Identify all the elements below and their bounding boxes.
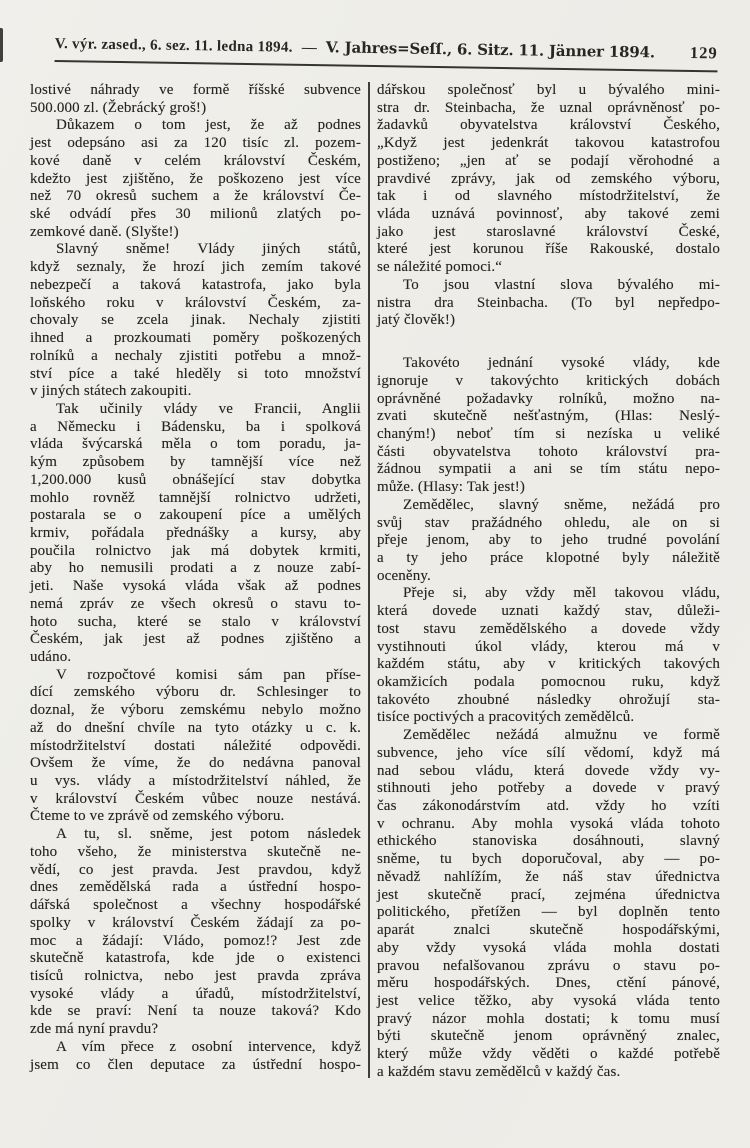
text-line: skutečně katastrofa, kde jde o existenci	[30, 950, 361, 967]
text-line: zemkové daně. (Slyšte!)	[30, 223, 179, 240]
text-line: aby vždy vysoká vláda mohla dostati	[377, 939, 720, 956]
text-line: oprávněné požadavky rolníků, možno na-	[377, 390, 720, 407]
page-number: 129	[689, 42, 718, 63]
text-line: který může vždy věděti o každé potřebě	[377, 1046, 720, 1063]
text-line: tak i od slavného místodržitelství, že	[377, 188, 720, 205]
text-line: ství píce a také hleděly si toto množství	[30, 365, 361, 382]
text-line: žádnou sympatii a ani se tím státu nepo-	[377, 461, 720, 478]
text-line: pravou nefalšovanou zprávu o stavu po-	[377, 957, 720, 974]
text-line: Čteme to ve zprávě od zemského výboru.	[30, 808, 285, 825]
text-line: udáno.	[30, 649, 72, 665]
text-line: dnes zemědělská rada a ústřední hospo-	[30, 879, 361, 896]
text-line: Českém, jak jest až podnes zjištěno a	[30, 631, 361, 648]
text-line: jest velice těžko, aby vysoká vláda tento	[377, 992, 720, 1009]
text-line: zde má nyní pravdu?	[30, 1021, 159, 1038]
text-line: oceněny.	[377, 567, 431, 584]
text-line: vláda uznává povinnosť, aby takové zemi	[377, 206, 720, 223]
text-line: toho všeho, že ministerstva skutečně ne-	[30, 843, 361, 860]
text-line: kdežto jest zjištěno, že poškozeno jest více	[30, 170, 361, 187]
scan-edge-artifact	[0, 28, 3, 62]
text-line: doznal, že výboru zemskému nebylo možno	[30, 702, 361, 719]
text-line: a Německu i Bádensku, ba i spolková	[30, 418, 361, 435]
text-line: To jsou vlastní slova bývalého mi-	[403, 276, 720, 293]
text-line: nad sebou vládu, která dovede vždy vy-	[377, 762, 720, 779]
text-line: až do dnešní chvíle na tyto otázky u c. k.	[30, 719, 361, 736]
header-czech-session-date: V. výr. zased., 6. sez. 11. ledna 1894.	[54, 35, 293, 56]
text-line: tost stavu zemědělského a dovede vždy	[377, 620, 720, 637]
header-german-session-date: V. Jahres=Seſſ., 6. Sitz. 11. Jänner 1894.	[325, 38, 655, 62]
text-line: loňského roku v království Českém, za-	[30, 294, 361, 311]
text-line: může. (Hlasy: Tak jest!)	[377, 479, 526, 496]
text-line: a každém stavu zemědělců v každý čas.	[377, 1063, 621, 1080]
text-line: A vím přece z osobní intervence, když	[56, 1038, 361, 1055]
text-line: které jest korunou říše Rakouské, dostalo	[377, 241, 720, 258]
text-line: Přeje si, aby vždy měl takovou vládu,	[403, 585, 720, 602]
text-line: okamžicích podala pomocnou ruku, když	[377, 674, 720, 690]
text-line: ihned a prozkoumati poměry poškozených	[30, 330, 361, 347]
paragraph-gap	[377, 330, 720, 355]
text-line: ethického stanoviska dosáhnouti, slavný	[377, 833, 720, 850]
text-line: hoto sucha, které se stalo v království	[30, 613, 361, 630]
text-line: jsem co člen deputace za ústřední hospo-	[30, 1056, 361, 1073]
text-line: jest skutečně prací, zejména úřednictva	[377, 886, 720, 903]
text-line: jako jest staroslavné království České,	[377, 223, 720, 240]
text-line: a ty jeho práce klopotné byly náležitě	[377, 549, 720, 566]
text-line: vystihnouti úkol vlády, kterou má v	[377, 638, 720, 655]
text-line: ské odvádí přes 30 milionů zlatých po-	[30, 206, 361, 223]
text-line: přeje jenom, aby to jeho trudné povolání	[377, 532, 720, 549]
text-line: se náležité pomoci.“	[377, 259, 503, 276]
page-header	[55, 33, 718, 72]
text-line: takovéto zhoubné následky ohrožují sta-	[377, 691, 720, 708]
text-line: Slavný sněme! Vlády jiných států,	[56, 241, 361, 258]
text-line: mohlo rovněž tamnější rolnictvo udržeti,	[30, 489, 361, 506]
text-line: čas zákonodárstvím atd. vždy ho vzíti	[377, 798, 720, 815]
text-line: krmiv, pořádala přednášky a kursy, aby	[30, 524, 361, 541]
text-line: V rozpočtové komisi sám pan příse-	[56, 666, 361, 683]
text-line: Takovéto jednání vysoké vlády, kde	[403, 355, 720, 372]
text-line: v jiných státech zakoupiti.	[30, 383, 192, 400]
text-line: jeti. Naše vysoká vláda však až podnes	[30, 578, 361, 595]
text-line: vysoké vlády a úřadů, místodržitelství,	[30, 985, 361, 1002]
text-line: postiženo; „jen ať se podají věrohodné a	[377, 152, 720, 169]
text-line: Ovšem že víme, že do nedávna panoval	[30, 755, 361, 772]
right-column	[377, 82, 720, 1082]
text-line: Zemědělec, slavný sněme, nežádá pro	[403, 496, 720, 513]
text-line: jest odepsáno asi za 120 tisíc zl. pozem-	[30, 135, 361, 152]
text-line: chaným!) neboť tím si nezíska u veliké	[377, 425, 720, 442]
text-line: kové daně v celém království Českém,	[30, 152, 361, 169]
text-line: stihnouti jeho potřeby a dovede v pravý	[377, 780, 720, 797]
text-line: vědí, co jest pravda. Jest pravdou, když	[30, 861, 361, 878]
text-line: svůj stav pražádného ohledu, ale on si	[377, 514, 720, 531]
text-line: ignoruje v takovýchto kritických dobách	[377, 372, 720, 389]
text-line: 1,200.000 kusů obnášející stav dobytka	[30, 471, 361, 488]
text-line: kým způsobem by tamnější více než	[30, 454, 361, 471]
text-line: moc a žádají: Vládo, pomoz!? Jest zde	[30, 932, 361, 949]
text-line: v království Českém vůbec nouze nestává.	[30, 790, 361, 807]
text-line: subvence, jeho více sílí vědomí, když má	[377, 744, 720, 761]
text-line: nemá zpráv ze všech okresů o stavu to-	[30, 595, 361, 612]
text-line: „Když jest jedenkrát takovou katastrofou	[377, 135, 720, 152]
text-line: 500.000 zl. (Žebrácký groš!)	[30, 99, 207, 116]
text-line: tisíců rolnictva, nebo jest pravda zpráva	[30, 967, 361, 984]
text-line: aparát znalci skutečně hospodářskými,	[377, 922, 720, 939]
text-line: Důkazem o tom jest, že až podnes	[56, 117, 361, 134]
text-line: nistra dra Steinbacha. (To byl nepředpo-	[377, 294, 720, 311]
text-line: každém státu, aby v kritických takových	[377, 656, 720, 673]
text-line: měru hospodářských. Dnes, ctění pánové,	[377, 975, 720, 992]
text-line: politického, přetížen — byl doplněn tento	[377, 904, 720, 921]
text-line: aby ho nemusili prodati a z nouze zabí-	[30, 560, 361, 577]
text-line: Zemědělec nežádá almužnu ve formě	[403, 727, 720, 744]
text-line: zvati skutečně nešťastným, (Hlas: Neslý-	[377, 408, 720, 425]
text-line: když seznaly, že hrozí jich zemím takové	[30, 259, 361, 276]
text-line: lostivé náhrady ve formě říšské subvence	[30, 82, 361, 98]
text-line: dářská společnost a všechny hospodářské	[30, 897, 361, 914]
text-line: která dovede uznati každý stav, důleži-	[377, 603, 720, 620]
text-line: jatý člověk!)	[377, 312, 456, 329]
text-line: místodržitelství dostati náležité odpovědi.	[30, 737, 361, 754]
text-line: sněme, tu bych doporučoval, aby — po-	[377, 851, 720, 868]
text-line: něvadž nahlížím, že náš stav úřednictva	[377, 868, 720, 885]
text-line: pravý názor mohla dostati; k tomu musí	[377, 1010, 720, 1027]
text-line: v ochranu. Aby mohla vysoká vláda tohoto	[377, 815, 720, 832]
text-line: pravdivé zprávy, jak od zemského výboru,	[377, 170, 720, 187]
text-line: dářskou společnosť byl u bývalého mini-	[377, 82, 720, 98]
text-line: chovaly se zcela jinak. Nechaly zjistiti	[30, 312, 361, 329]
text-line: stra dr. Steinbacha, že uznal oprávněnosť po-	[377, 99, 720, 116]
text-line: býti skutečně jenom oprávněný znalec,	[377, 1028, 720, 1045]
text-line: poučila rolnictvo jak má dobytek krmiti,	[30, 542, 361, 559]
text-line: A tu, sl. sněme, jest potom následek	[56, 826, 361, 843]
text-line: dící zemského výboru dr. Schlesinger to	[30, 684, 361, 701]
text-line: než 70 okresů suchem a že království Če-	[30, 188, 361, 205]
text-line: nebezpečí a taková katastrofa, jako byla	[30, 276, 361, 293]
text-columns	[30, 82, 720, 1082]
header-separator-dash: —	[301, 39, 317, 57]
text-line: žadavků obyvatelstva království Českého,	[377, 117, 720, 134]
text-line: vláda švýcarská měla o tom poradu, ja-	[30, 436, 361, 453]
text-line: spolky v království Českém žádají za po-	[30, 914, 361, 931]
text-line: postarala se o zakoupení píce a umělých	[30, 507, 361, 524]
text-line: u vys. vlády a místodržitelství náhled, že	[30, 773, 361, 790]
text-line: Tak učinily vlády ve Francii, Anglii	[56, 400, 361, 417]
text-line: kde se praví: Není ta nouze taková? Kdo	[30, 1003, 361, 1020]
text-line: části obyvatelstva tohoto království pra-	[377, 443, 720, 460]
text-line: rolníků a nechaly zjistiti potřebu a množ-	[30, 347, 361, 364]
text-line: tisíce poctivých a pracovitých zemědělců.	[377, 709, 635, 726]
left-column	[30, 82, 361, 1082]
